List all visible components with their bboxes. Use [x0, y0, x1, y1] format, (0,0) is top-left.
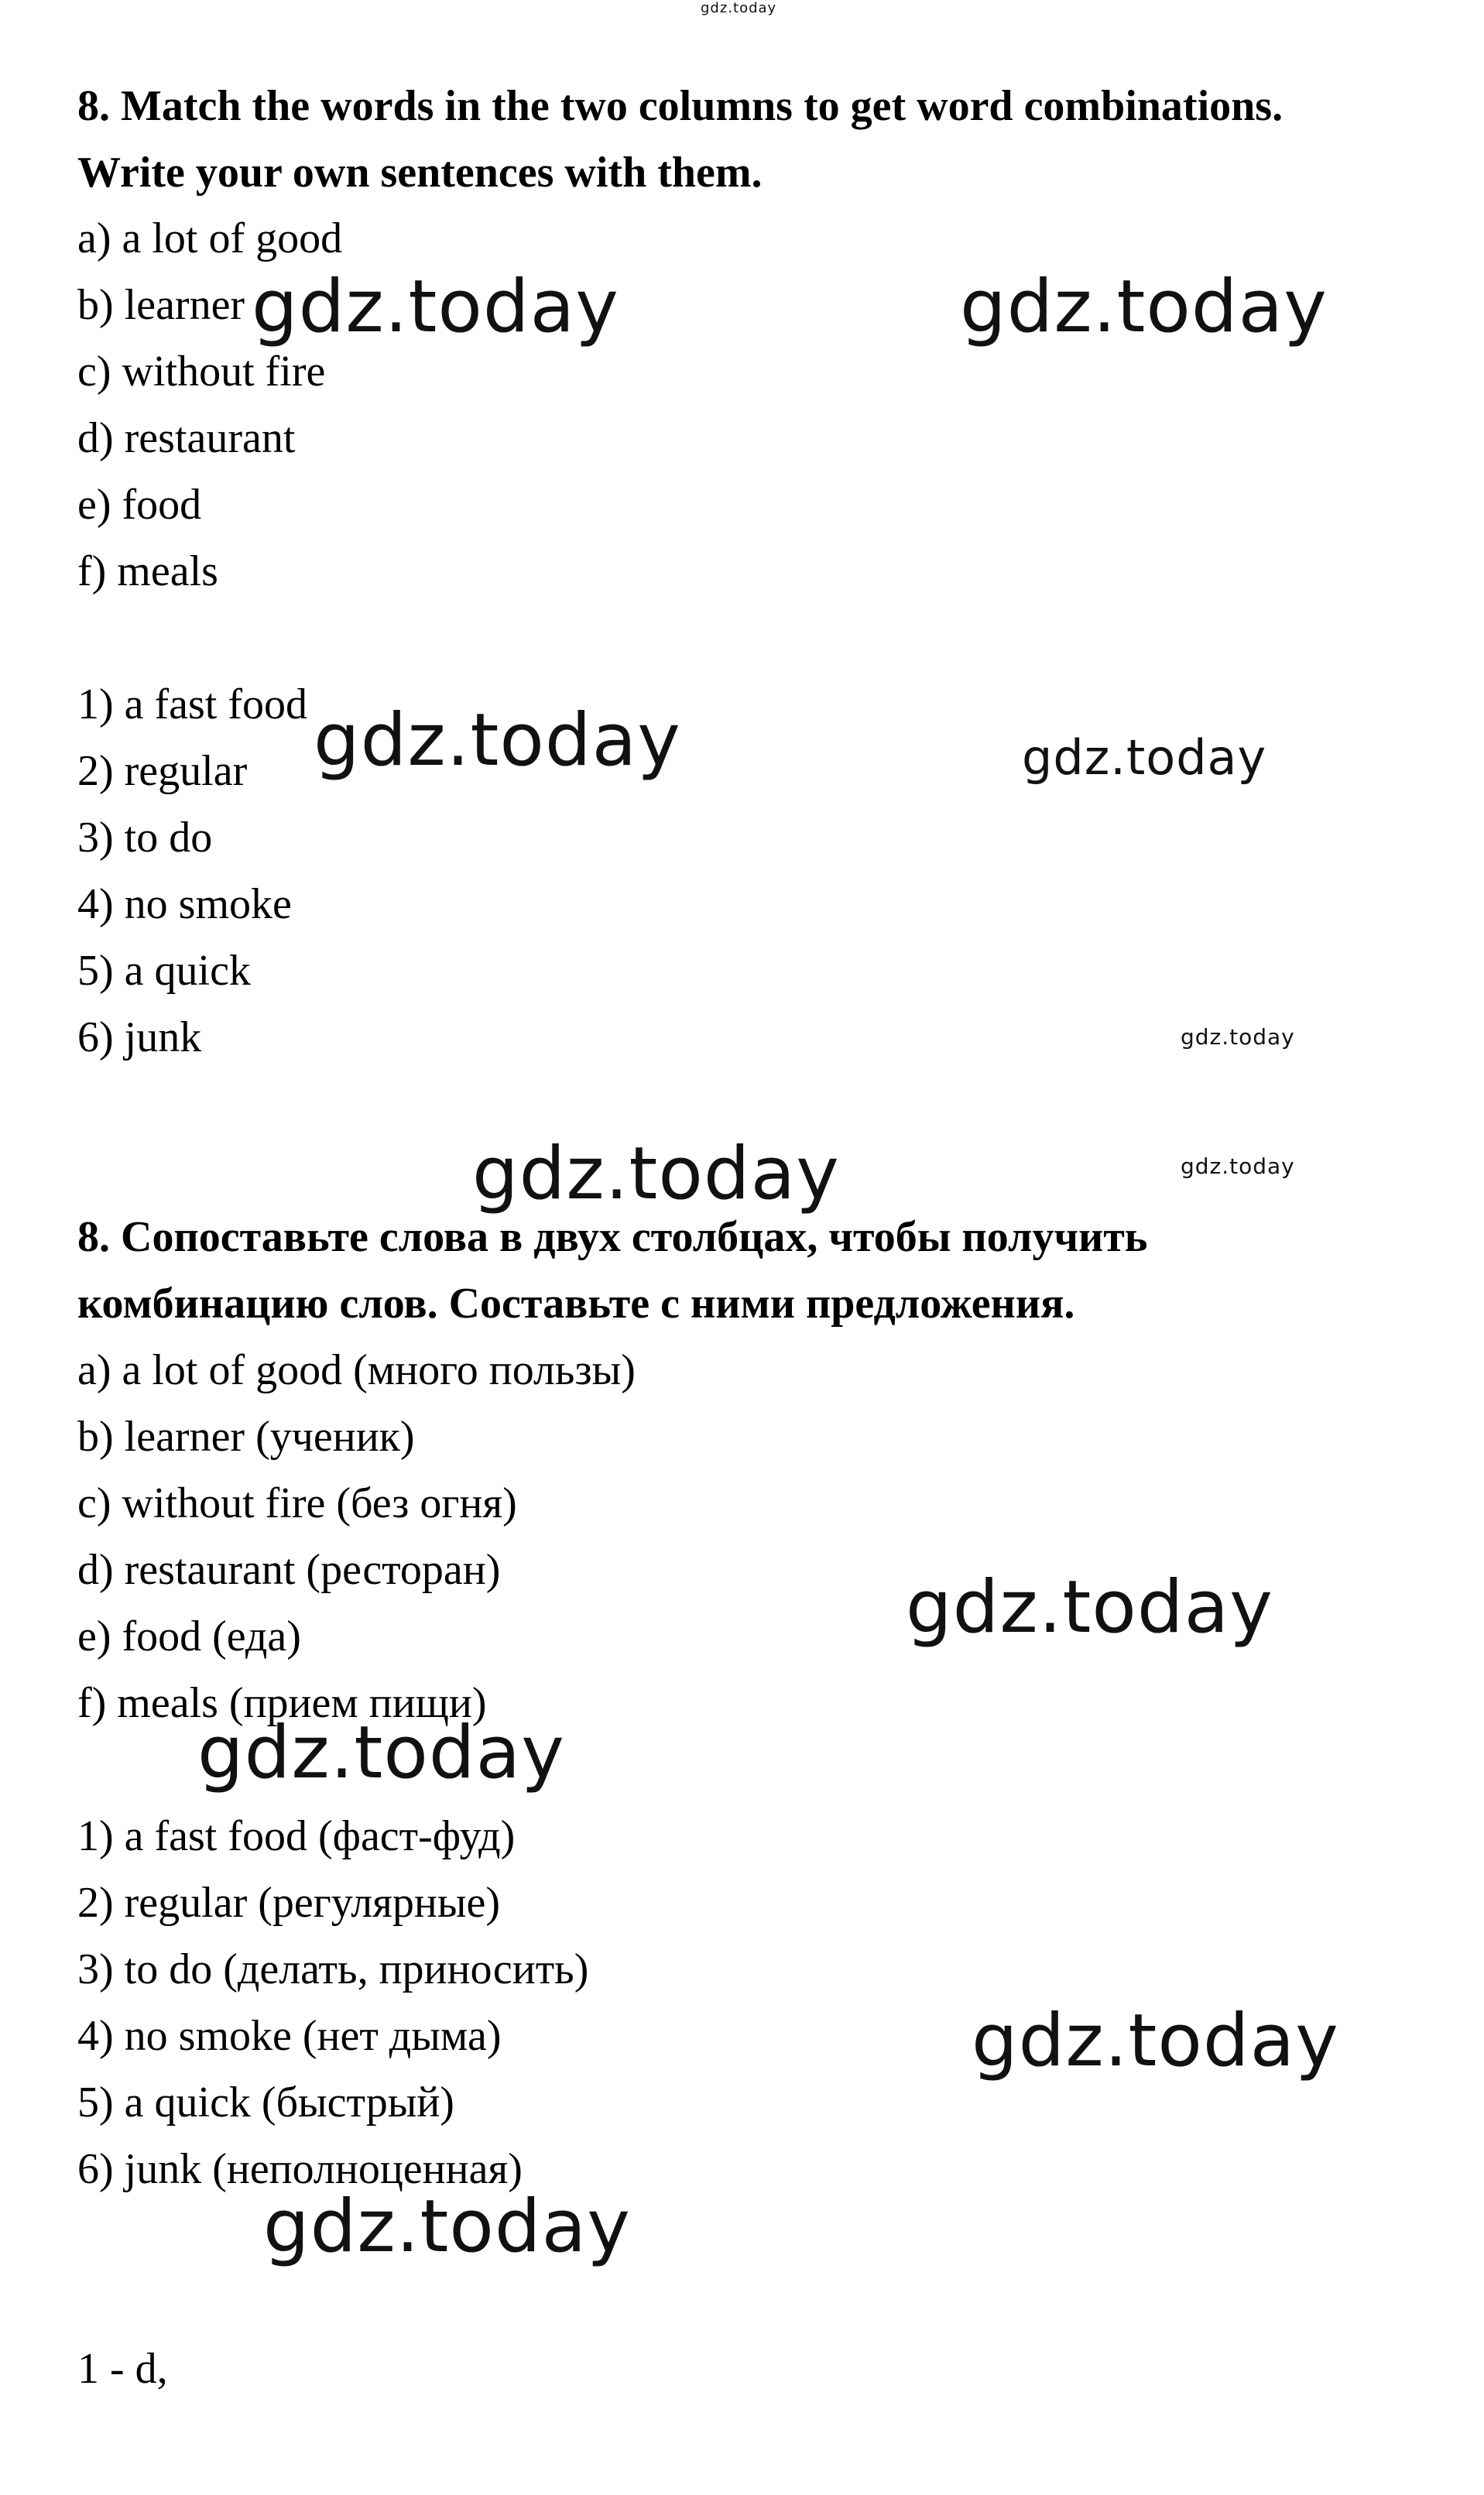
list-item-en-d: d) restaurant [77, 414, 296, 462]
list-item-ru-e: e) food (еда) [77, 1612, 301, 1660]
list-item-en-5: 5) a quick [77, 947, 251, 995]
watermark: gdz.today [1022, 729, 1267, 786]
list-item-en-c: c) without fire [77, 348, 326, 396]
watermark: gdz.today [972, 1999, 1339, 2083]
list-item-ru-c: c) without fire (без огня) [77, 1479, 517, 1527]
list-item-ru-2: 2) regular (регулярные) [77, 1879, 501, 1927]
list-item-en-a: a) a lot of good [77, 214, 343, 262]
list-item-ru-d: d) restaurant (ресторан) [77, 1546, 501, 1594]
list-item-en-2: 2) regular [77, 747, 248, 795]
list-item-ru-4: 4) no smoke (нет дыма) [77, 2012, 502, 2060]
list-item-en-b: b) learner [77, 281, 245, 329]
list-item-en-4: 4) no smoke [77, 880, 292, 928]
exercise-heading-en-line1: 8. Match the words in the two columns to get word combinations. [77, 82, 1284, 130]
list-item-ru-b: b) learner (ученик) [77, 1413, 415, 1461]
list-item-en-f: f) meals [77, 547, 218, 595]
watermark: gdz.today [314, 698, 681, 783]
watermark: gdz.today [252, 265, 619, 349]
watermark: gdz.today [1181, 1153, 1295, 1179]
list-item-ru-1: 1) a fast food (фаст-фуд) [77, 1812, 516, 1860]
list-item-en-6: 6) junk [77, 1013, 202, 1061]
list-item-en-e: e) food [77, 481, 202, 529]
watermark: gdz.today [472, 1132, 840, 1216]
list-item-ru-3: 3) to do (делать, приносить) [77, 1945, 589, 1993]
watermark: gdz.today [197, 1711, 565, 1795]
watermark: gdz.today [263, 2185, 631, 2269]
list-item-en-1: 1) a fast food [77, 680, 308, 728]
list-item-en-3: 3) to do [77, 814, 213, 862]
list-item-ru-6: 6) junk (неполноценная) [77, 2145, 523, 2193]
list-item-ru-f: f) meals (прием пищи) [77, 1679, 487, 1727]
exercise-heading-en-line2: Write your own sentences with them. [77, 149, 763, 197]
watermark: gdz.today [906, 1565, 1273, 1650]
watermark: gdz.today [701, 0, 777, 16]
answer-line: 1 - d, [77, 2345, 168, 2393]
list-item-ru-a: a) a lot of good (много пользы) [77, 1346, 636, 1394]
list-item-ru-5: 5) a quick (быстрый) [77, 2079, 454, 2127]
exercise-heading-ru-line2: комбинацию слов. Составьте с ними предложения. [77, 1280, 1075, 1328]
exercise-heading-ru-line1: 8. Сопоставьте слова в двух столбцах, чтобы получить [77, 1213, 1148, 1261]
watermark: gdz.today [960, 265, 1328, 349]
watermark: gdz.today [1181, 1024, 1295, 1050]
